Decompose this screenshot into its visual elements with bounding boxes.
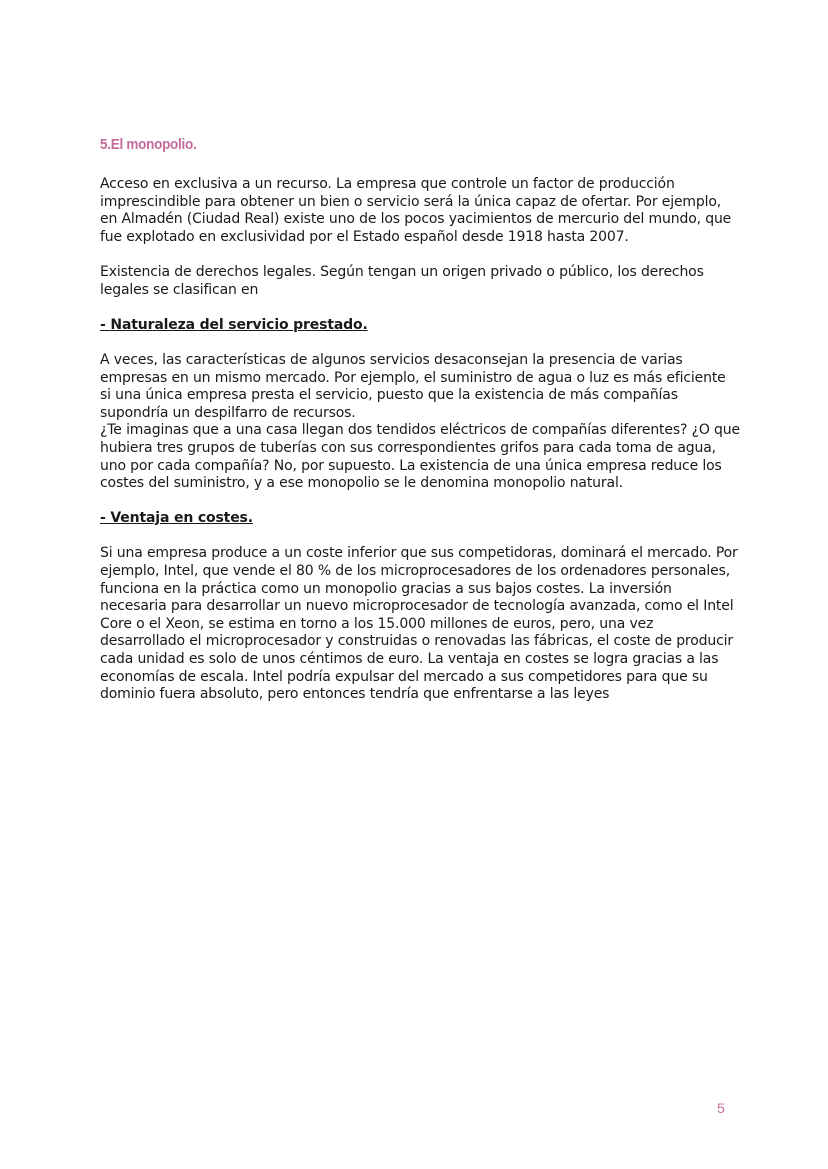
paragraph-natural-monopoly: ¿Te imaginas que a una casa llegan dos tendidos eléctricos de compañías diferentes? ¿O que hubiera tres grupos de tuberías con sus correspondientes grifos para cada toma de agua, uno por cada compañía? No, por supuesto. La existencia de una única empresa reduce los costes del suministro, y a ese monopolio se le denomina monopolio natural. — [100, 422, 740, 492]
paragraph-exclusive-resource: Acceso en exclusiva a un recurso. La empresa que controle un factor de producción imprescindible para obtener un bien o servicio será la única capaz de ofertar. Por ejemplo, en Almadén (Ciudad Real) existe uno de los pocos yacimientos de mercurio del mundo, que fue explotado en exclusividad por el Estado español desde 1918 hasta 2007. — [100, 176, 732, 245]
document-body — [100, 176, 740, 721]
section-title: 5.El monopolio. — [100, 136, 197, 153]
paragraph-service-characteristics: A veces, las características de algunos servicios desaconsejan la presencia de varias empresas en un mismo mercado. Por ejemplo, el suministro de agua o luz es más eficiente si una única empresa presta el servicio, puesto que la existencia de más compañías supondría un despilfarro de recursos. — [100, 351, 726, 421]
subheading-cost-advantage: - Ventaja en costes. — [100, 510, 253, 527]
paragraph-intel-example: Si una empresa produce a un coste inferior que sus competidoras, dominará el mercado. Por ejemplo, Intel, que vende el 80 % de los microprocesadores de los ordenadores personales, funciona en la práctica como un monopolio gracias a sus bajos costes. La inversión necesaria para desarrollar un nuevo microprocesador de tecnología avanzada, como el Intel Core o el Xeon, se estima en torno a los 15.000 millones de euros, pero, una vez desarrollado el microprocesador y construidas o renovadas las fábricas, el coste de producir cada unidad es solo de unos céntimos de euro. La ventaja en costes se logra gracias a las economías de escala. Intel podría expulsar del mercado a sus competidores para que su dominio fuera absoluto, pero entonces tendría que enfrentarse a las leyes — [100, 545, 738, 703]
page-number: 5 — [717, 1100, 725, 1116]
subheading-service-nature: - Naturaleza del servicio prestado. — [100, 316, 368, 333]
paragraph-legal-rights: Existencia de derechos legales. Según tengan un origen privado o público, los derechos legales se clasifican en — [100, 263, 704, 298]
